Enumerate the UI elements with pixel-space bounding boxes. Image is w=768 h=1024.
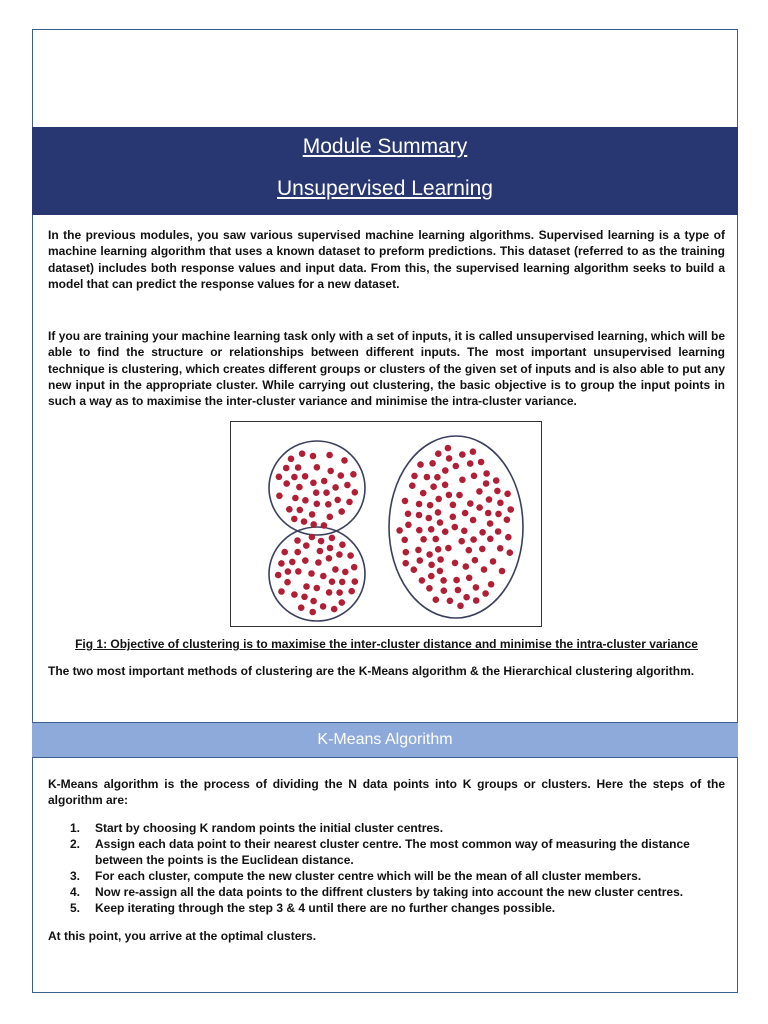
cluster-point (507, 549, 514, 556)
cluster-point (291, 516, 298, 523)
cluster-point (437, 556, 444, 563)
cluster-point (396, 527, 403, 534)
cluster-point (420, 536, 427, 543)
cluster-point (486, 496, 493, 503)
cluster-point (310, 598, 317, 605)
cluster-point (483, 470, 490, 477)
cluster-point (435, 450, 442, 457)
cluster-point (276, 474, 283, 481)
cluster-point (479, 529, 486, 536)
cluster-point (295, 568, 302, 575)
cluster-point (505, 534, 512, 541)
cluster-point (493, 477, 500, 484)
step-item: 2. Assign each data point to their nearest cluster centre. The most common way of measuring the distance between the points is the Euclidean distance. (70, 837, 690, 867)
cluster-point (488, 581, 495, 588)
cluster-point (482, 590, 489, 597)
cluster-point (507, 506, 514, 513)
cluster-point (294, 549, 301, 556)
cluster-point (504, 491, 511, 498)
cluster-point (497, 500, 504, 507)
step-item: 4. Now re-assign all the data points to the diffrent clusters by taking into account the new cluster centres. (70, 885, 684, 899)
cluster-point (426, 585, 433, 592)
cluster-point (292, 495, 299, 502)
kmeans-steps-list (70, 820, 720, 916)
cluster-point (326, 589, 333, 596)
cluster-point (470, 517, 477, 524)
cluster-point (471, 473, 478, 480)
cluster-point (326, 555, 333, 562)
cluster-point (401, 537, 408, 544)
intro-paragraph-2: If you are training your machine learning task only with a set of inputs, it is called unsupervised learning, which will be able to find the structure or relationships between different inputs. The most important unsupervised learning technique is clustering, which creates different groups or clusters of the given set of inputs and is also able to put any new input in the appropriate cluster. While carrying out clustering, the basic objective is to group the input points in such a way as to maximise the inter-cluster variance and minimise the intra-cluster variance. (48, 329, 725, 409)
cluster-point (416, 512, 423, 519)
cluster-point (495, 528, 502, 535)
cluster-point (302, 473, 309, 480)
cluster-point (332, 484, 339, 491)
cluster-point (450, 502, 457, 509)
cluster-point (481, 566, 488, 573)
cluster-point (416, 527, 423, 534)
cluster-point (430, 483, 437, 490)
cluster-point (490, 558, 497, 565)
cluster-point (432, 536, 439, 543)
cluster-point (447, 598, 454, 605)
cluster-point (446, 492, 453, 499)
cluster-point (435, 546, 442, 553)
cluster-outline-bottom-left (269, 527, 365, 621)
cluster-point (435, 509, 442, 516)
cluster-point (428, 562, 435, 569)
cluster-point (442, 467, 449, 474)
cluster-point (411, 566, 418, 573)
cluster-point (334, 497, 341, 504)
cluster-point (452, 560, 459, 567)
cluster-point (504, 516, 511, 523)
cluster-point (317, 548, 324, 555)
cluster-point (417, 461, 424, 468)
cluster-point (297, 507, 304, 514)
cluster-point (442, 482, 449, 489)
cluster-point (303, 542, 310, 549)
cluster-point (275, 572, 282, 579)
cluster-point (321, 522, 328, 529)
cluster-point (467, 460, 474, 467)
cluster-point (463, 563, 470, 570)
cluster-point (329, 578, 336, 585)
cluster-point (339, 599, 346, 606)
cluster-points (275, 445, 514, 616)
cluster-point (327, 468, 334, 475)
cluster-point (326, 452, 333, 459)
methods-paragraph: The two most important methods of clustering are the K-Means algorithm & the Hierarchical clustering algorithm. (48, 664, 695, 678)
cluster-point (339, 541, 346, 548)
cluster-point (456, 492, 463, 499)
cluster-point (420, 490, 427, 497)
cluster-point (286, 506, 293, 513)
kmeans-section-heading: K-Means Algorithm (32, 722, 738, 758)
page-subtitle: Unsupervised Learning (277, 177, 493, 200)
cluster-point (338, 472, 345, 479)
cluster-point (294, 537, 301, 544)
cluster-point (446, 455, 453, 462)
cluster-point (473, 584, 480, 591)
cluster-point (320, 573, 327, 580)
cluster-point (416, 501, 423, 508)
cluster-point (320, 603, 327, 610)
cluster-point (455, 587, 462, 594)
cluster-point (428, 573, 435, 580)
cluster-point (314, 464, 321, 471)
page-title: Module Summary (302, 135, 468, 158)
cluster-point (331, 606, 338, 613)
cluster-point (313, 489, 320, 496)
cluster-point (479, 546, 486, 553)
cluster-point (296, 484, 303, 491)
cluster-point (351, 564, 358, 571)
cluster-point (402, 560, 409, 567)
cluster-point (342, 569, 349, 576)
cluster-point (309, 511, 316, 518)
step-item: 3. For each cluster, compute the new cluster centre which will be the mean of all cluster members. (70, 869, 642, 883)
cluster-point (419, 577, 426, 584)
cluster-point (459, 477, 466, 484)
cluster-point (314, 501, 321, 508)
kmeans-intro: K-Means algorithm is the process of dividing the N data points into K groups or clusters. Here the steps of the algorithm are: (48, 777, 725, 808)
cluster-point (327, 545, 334, 552)
cluster-point (352, 578, 359, 585)
cluster-point (429, 460, 436, 467)
cluster-point (314, 585, 321, 592)
cluster-point (441, 587, 448, 594)
cluster-point (309, 609, 316, 616)
cluster-point (302, 497, 309, 504)
kmeans-conclusion: At this point, you arrive at the optimal clusters. (48, 929, 317, 943)
cluster-point (281, 549, 288, 556)
cluster-point (466, 575, 473, 582)
figure-caption: Fig 1: Objective of clustering is to maximise the inter-cluster distance and minimise the intra-cluster variance (75, 637, 698, 651)
cluster-point (453, 463, 460, 470)
intro-paragraph-1: In the previous modules, you saw various supervised machine learning algorithms. Supervised learning is a type of machine learning algorithm that uses a known dataset to preform predictions. This dataset (referred to as the training dataset) includes both response values and input data. From this, the supervised learning algorithm seeks to build a model that can predict the response values for a new dataset. (48, 228, 725, 291)
cluster-point (435, 496, 442, 503)
cluster-point (450, 514, 457, 521)
cluster-point (283, 465, 290, 472)
cluster-point (405, 511, 412, 518)
cluster-point (487, 536, 494, 543)
cluster-point (336, 589, 343, 596)
cluster-point (415, 547, 422, 554)
clustering-figure (230, 421, 542, 627)
cluster-point (303, 583, 310, 590)
cluster-point (346, 499, 353, 506)
cluster-point (434, 474, 441, 481)
cluster-point (339, 579, 346, 586)
cluster-point (426, 515, 433, 522)
cluster-point (458, 538, 465, 545)
cluster-point (426, 551, 433, 558)
cluster-point (417, 557, 424, 564)
cluster-point (457, 603, 464, 610)
cluster-point (472, 557, 479, 564)
cluster-point (476, 488, 483, 495)
cluster-point (462, 510, 469, 517)
cluster-point (315, 559, 322, 566)
cluster-point (289, 559, 296, 566)
cluster-point (284, 579, 291, 586)
cluster-point (402, 498, 409, 505)
cluster-point (487, 520, 494, 527)
cluster-point (310, 480, 317, 487)
cluster-point (411, 473, 418, 480)
cluster-point (325, 501, 332, 508)
cluster-point (470, 536, 477, 543)
cluster-point (338, 508, 345, 515)
cluster-point (283, 480, 290, 487)
cluster-point (497, 545, 504, 552)
cluster-point (332, 566, 339, 573)
cluster-point (291, 474, 298, 481)
cluster-point (485, 510, 492, 517)
cluster-point (352, 489, 359, 496)
cluster-point (409, 482, 416, 489)
cluster-point (403, 549, 410, 556)
cluster-point (301, 518, 308, 525)
cluster-point (310, 521, 317, 528)
cluster-point (299, 450, 306, 457)
cluster-point (298, 604, 305, 611)
cluster-point (323, 489, 330, 496)
cluster-point (463, 594, 470, 601)
cluster-point (309, 534, 316, 541)
cluster-point (310, 453, 317, 460)
cluster-point (428, 526, 435, 533)
cluster-point (427, 502, 434, 509)
cluster-point (347, 552, 354, 559)
cluster-point (350, 471, 357, 478)
cluster-point (276, 493, 283, 500)
cluster-point (321, 478, 328, 485)
cluster-point (348, 588, 355, 595)
cluster-point (494, 488, 501, 495)
title-banner (32, 127, 738, 215)
cluster-point (278, 588, 285, 595)
cluster-point (437, 568, 444, 575)
cluster-point (445, 445, 452, 452)
cluster-point (478, 459, 485, 466)
cluster-point (336, 551, 343, 558)
cluster-outline-top-left (269, 441, 365, 535)
cluster-point (467, 500, 474, 507)
cluster-point (344, 482, 351, 489)
cluster-point (466, 547, 473, 554)
cluster-point (483, 480, 490, 487)
cluster-point (341, 457, 348, 464)
cluster-point (499, 568, 506, 575)
cluster-point (452, 524, 459, 531)
cluster-point (405, 522, 412, 529)
cluster-point (318, 538, 325, 545)
cluster-point (473, 597, 480, 604)
cluster-point (424, 474, 431, 481)
cluster-point (433, 596, 440, 603)
cluster-point (470, 448, 477, 455)
cluster-point (476, 504, 483, 511)
cluster-point (459, 451, 466, 458)
cluster-point (445, 545, 452, 552)
cluster-point (440, 577, 447, 584)
cluster-point (495, 511, 502, 518)
cluster-point (461, 528, 468, 535)
cluster-point (278, 560, 285, 567)
cluster-point (301, 594, 308, 601)
cluster-point (288, 456, 295, 463)
cluster-point (302, 557, 309, 564)
step-item: 1. Start by choosing K random points the initial cluster centres. (70, 821, 444, 835)
cluster-point (291, 591, 298, 598)
cluster-point (285, 568, 292, 575)
cluster-point (453, 577, 460, 584)
cluster-point (327, 514, 334, 521)
cluster-point (329, 535, 336, 542)
cluster-point (308, 570, 315, 577)
cluster-point (437, 519, 444, 526)
step-item: 5. Keep iterating through the step 3 & 4 until there are no further changes possible. (70, 901, 556, 915)
clustering-illustration (231, 422, 543, 628)
cluster-point (295, 464, 302, 471)
cluster-point (442, 528, 449, 535)
